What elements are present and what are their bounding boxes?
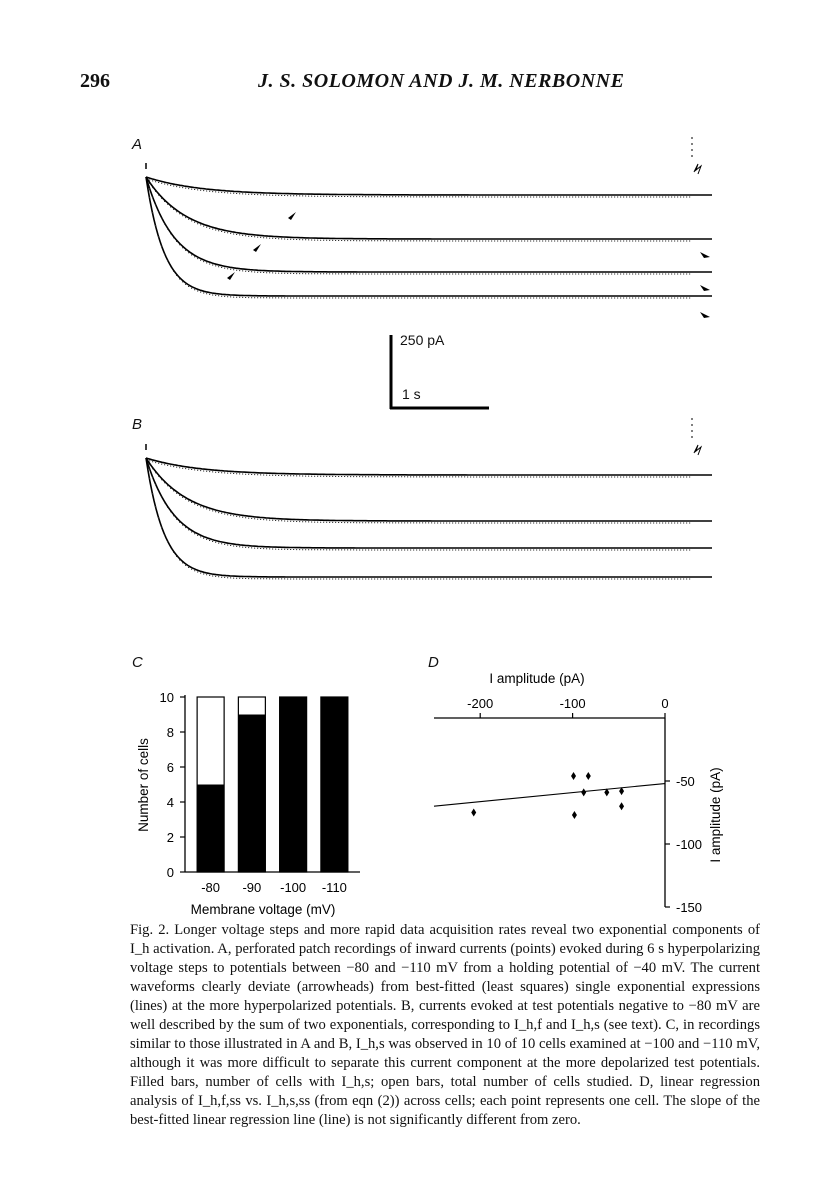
panel-b-fit-line [146, 458, 712, 577]
panel-b-fit-line [146, 458, 712, 475]
panel-c-x-tick-label: -80 [201, 880, 221, 895]
panel-c-label: C [132, 654, 143, 671]
panel-c-y-tick-label: 6 [166, 760, 174, 775]
panel-c-x-tick-label: -100 [280, 880, 307, 895]
page-number: 296 [80, 70, 110, 92]
panel-b-fit-line [146, 458, 712, 521]
caption-text: Longer voltage steps and more rapid data acquisition rates reveal two exponential components of I_h activation. A, perforated patch recordings of inward currents (points) evoked during 6 s hyperpolarizing voltage steps to potentials between −80 and −110 mV from a holding potential of −40 mV. The current waveforms clearly deviate (arrowheads) from best-fitted (least squares) single exponential expressions (lines) at the more hyperpolarized potentials. B, currents evoked at test potentials negative to −80 mV are well described by the sum of two exponentials, corresponding to I_h,f and I_h,s (see text). C, in recordings similar to those illustrated in A and B, I_h,s was observed in 10 of 10 cells examined at −100 and −110 mV, although it was more difficult to separate this current component at the more depolarized test potentials. Filled bars, number of cells with I_h,s; open bars, total number of cells studied. D, linear regression analysis of I_h,f,ss vs. I_h,s,ss (from eqn (2)) across cells; each point represents one cell. The slope of the best-fitted linear regression line (line) is not significantly different from zero. [130, 922, 760, 1128]
panel-c-y-tick-label: 4 [166, 795, 174, 810]
panel-a-data-points [149, 184, 690, 242]
panel-c-y-tick-label: 10 [159, 690, 174, 705]
arrowhead-icon [700, 252, 710, 258]
panel-d-data-point [471, 809, 476, 817]
panel-d-x-tick-label: -200 [467, 696, 494, 711]
running-head: J. S. SOLOMON AND J. M. NERBONNE [258, 70, 625, 92]
arrowhead-icon [253, 244, 261, 252]
panel-d-data-point [586, 772, 591, 780]
panel-d-y-tick-label: -150 [676, 900, 703, 915]
panel-d-data-point [572, 811, 577, 819]
panel-d-data-point [571, 772, 576, 780]
panel-c-filled-bar [280, 697, 307, 872]
panel-d-y-tick-label: -100 [676, 837, 703, 852]
panel-a-data-points [149, 197, 690, 298]
panel-d-x-tick-label: -100 [559, 696, 586, 711]
panel-c-filled-bar [238, 715, 265, 873]
arrowhead-icon [288, 212, 296, 220]
panel-c-y-tick-label: 2 [166, 830, 174, 845]
panel-c-x-axis-label: Membrane voltage (mV) [190, 902, 336, 917]
panel-a-capacitive-artifact [694, 164, 701, 174]
panel-d-data-point [619, 802, 624, 810]
panel-a-traces [146, 137, 712, 318]
panel-c-y-tick-label: 0 [166, 865, 174, 880]
panel-a-fit-line [146, 177, 712, 239]
panel-c-x-tick-label: -90 [242, 880, 262, 895]
panel-b-capacitive-artifact [694, 445, 701, 455]
figure-caption [130, 921, 760, 1130]
panel-d-y-tick-label: -50 [676, 774, 695, 789]
panel-a-label: A [132, 136, 143, 153]
panel-b-traces [146, 418, 712, 579]
panel-c-y-tick-label: 8 [166, 725, 174, 740]
panel-d-x-tick-label: 0 [661, 696, 669, 711]
panel-a-fit-line [146, 177, 712, 195]
arrowhead-icon [700, 312, 710, 318]
panel-c-filled-bar [197, 785, 224, 873]
panel-d-data-point [581, 788, 586, 796]
caption-figure-label: Fig. 2. [130, 922, 170, 938]
panel-d-scatter-chart [434, 671, 723, 915]
panel-b-label: B [132, 416, 143, 433]
arrowhead-icon [227, 272, 235, 280]
panel-d-y-axis-label: I amplitude (pA) [708, 767, 723, 863]
arrowhead-icon [700, 285, 710, 291]
panel-b-data-points [149, 469, 690, 550]
panel-d-label: D [428, 654, 439, 671]
scale-bar-time-label: 1 s [402, 386, 421, 402]
panel-c-y-axis-label: Number of cells [136, 738, 151, 832]
panel-c-filled-bar [321, 697, 348, 872]
panel-b-data-points [149, 478, 690, 579]
panel-d-x-axis-label: I amplitude (pA) [489, 671, 585, 686]
scale-bar-current-label: 250 pA [400, 332, 445, 348]
panel-d-regression-line [434, 784, 665, 807]
panel-c-x-tick-label: -110 [321, 880, 347, 895]
panel-c-bar-chart [136, 690, 360, 917]
